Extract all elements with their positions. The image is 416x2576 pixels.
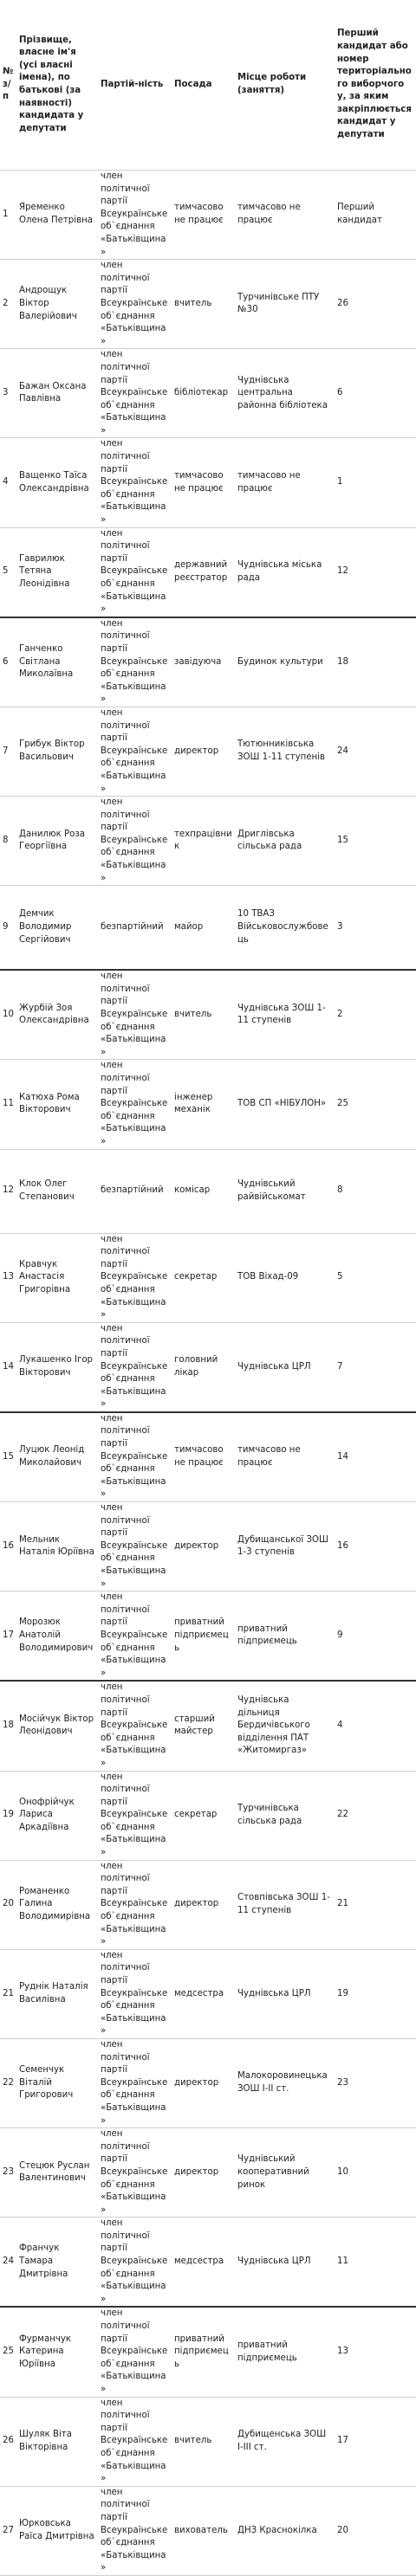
cell-workplace: Чуднівська ЗОШ 1-11 ступенів	[235, 970, 335, 1060]
table-row	[0, 1322, 416, 1412]
cell-full-name: Онофрійчук Лариса Аркадіївна	[16, 1771, 98, 1860]
cell-number: 19	[0, 1771, 16, 1860]
cell-district: 13	[335, 2307, 416, 2397]
cell-position: майор	[172, 886, 235, 971]
cell-number: 22	[0, 2038, 16, 2127]
cell-full-name: Франчук Тамара Дмитрівна	[16, 2218, 98, 2308]
cell-party: член політичної партії Всеукраїнське об`єднання «Батьківщина»	[98, 2218, 172, 2308]
cell-number: 11	[0, 1060, 16, 1149]
cell-number: 18	[0, 1681, 16, 1771]
cell-district: 16	[335, 1502, 416, 1591]
cell-workplace: приватний підприємець	[235, 2307, 335, 2397]
cell-number: 5	[0, 527, 16, 617]
table-row	[0, 707, 416, 796]
cell-position: державний реєстратор	[172, 527, 235, 617]
cell-number: 20	[0, 1860, 16, 1949]
cell-full-name: Демчик Володимир Сергійович	[16, 886, 98, 971]
cell-district: 24	[335, 707, 416, 796]
cell-workplace: ТОВ СП «НІБУЛОН»	[235, 1060, 335, 1149]
table-row	[0, 2218, 416, 2308]
cell-full-name: Грибук Віктор Васильович	[16, 707, 98, 796]
cell-district: 15	[335, 797, 416, 886]
cell-party: член політичної партії Всеукраїнське об`єднання «Батьківщина»	[98, 2486, 172, 2575]
cell-position: техпрацівник	[172, 797, 235, 886]
cell-position: комісар	[172, 1149, 235, 1233]
table-row	[0, 1502, 416, 1591]
table-row	[0, 2307, 416, 2397]
cell-workplace: Чуднівська міська рада	[235, 527, 335, 617]
table-row	[0, 970, 416, 1060]
cell-workplace: Будинок культури	[235, 617, 335, 707]
cell-full-name: Мельник Наталія Юріївна	[16, 1502, 98, 1591]
cell-district: 9	[335, 1591, 416, 1682]
cell-full-name: Катюха Рома Вікторович	[16, 1060, 98, 1149]
table-row	[0, 1949, 416, 2038]
header-workplace: Місце роботи (заняття)	[235, 0, 335, 171]
cell-number: 8	[0, 797, 16, 886]
cell-party: член політичної партії Всеукраїнське об`єднання «Батьківщина»	[98, 617, 172, 707]
table-row	[0, 797, 416, 886]
cell-position: директор	[172, 1502, 235, 1591]
table-row	[0, 1860, 416, 1949]
cell-full-name: Морозюк Анатолій Володимирович	[16, 1591, 98, 1682]
cell-position: тимчасово не працює	[172, 171, 235, 260]
table-row	[0, 1060, 416, 1149]
cell-workplace: Чуднівська дільниця Бердичівського відділення ПАТ «Житомиргаз»	[235, 1681, 335, 1771]
header-position: Посада	[172, 0, 235, 171]
cell-district: 23	[335, 2038, 416, 2127]
table-row	[0, 1149, 416, 1233]
cell-full-name: Лукашенко Ігор Вікторович	[16, 1322, 98, 1412]
header-row	[0, 0, 416, 171]
table-row	[0, 2038, 416, 2127]
cell-district: 14	[335, 1412, 416, 1502]
cell-party: член політичної партії Всеукраїнське об`єднання «Батьківщина»	[98, 1060, 172, 1149]
cell-workplace: приватний підприємець	[235, 1591, 335, 1682]
cell-number: 26	[0, 2397, 16, 2486]
cell-full-name: Семенчук Віталій Григорович	[16, 2038, 98, 2127]
cell-position: інженер механік	[172, 1060, 235, 1149]
cell-party: член політичної партії Всеукраїнське об`єднання «Батьківщина»	[98, 797, 172, 886]
cell-district: 26	[335, 260, 416, 349]
cell-number: 21	[0, 1949, 16, 2038]
cell-number: 4	[0, 438, 16, 527]
cell-party: член політичної партії Всеукраїнське об`єднання «Батьківщина»	[98, 260, 172, 349]
cell-district: 1	[335, 438, 416, 527]
cell-full-name: Данилюк Роза Георгіївна	[16, 797, 98, 886]
cell-party: член політичної партії Всеукраїнське об`єднання «Батьківщина»	[98, 707, 172, 796]
table-header	[0, 0, 416, 171]
cell-party: член політичної партії Всеукраїнське об`єднання «Батьківщина»	[98, 1681, 172, 1771]
cell-party: безпартійний	[98, 1149, 172, 1233]
cell-workplace: Турчинівське ПТУ №30	[235, 260, 335, 349]
cell-workplace: Стовпівська ЗОШ 1-11 ступенів	[235, 1860, 335, 1949]
cell-position: директор	[172, 2038, 235, 2127]
cell-number: 9	[0, 886, 16, 971]
table-row	[0, 2486, 416, 2575]
cell-party: член політичної партії Всеукраїнське об`єднання «Батьківщина»	[98, 1860, 172, 1949]
table-row	[0, 1771, 416, 1860]
cell-position: вчитель	[172, 260, 235, 349]
cell-party: член політичної партії Всеукраїнське об`єднання «Батьківщина»	[98, 1591, 172, 1682]
cell-workplace: Дриглівська сільська рада	[235, 797, 335, 886]
cell-district: 7	[335, 1322, 416, 1412]
cell-workplace: Чуднівська ЦРЛ	[235, 1322, 335, 1412]
cell-workplace: 10 ТВАЗ Військовослужбовець	[235, 886, 335, 971]
table-row	[0, 617, 416, 707]
cell-position: тимчасово не працює	[172, 1412, 235, 1502]
cell-workplace: тимчасово не працює	[235, 171, 335, 260]
cell-full-name: Кравчук Анастасія Григорівна	[16, 1233, 98, 1322]
cell-number: 2	[0, 260, 16, 349]
cell-full-name: Клок Олег Степанович	[16, 1149, 98, 1233]
cell-workplace: ТОВ Віхад-09	[235, 1233, 335, 1322]
table-row	[0, 349, 416, 438]
cell-workplace: Чуднівська центральна районна бібліотека	[235, 349, 335, 438]
cell-district: 10	[335, 2128, 416, 2218]
table-row	[0, 2397, 416, 2486]
header-district: Перший кандидат або номер територіального виборчого у, за яким закріплюється кандидат у депутати	[335, 0, 416, 171]
cell-party: член політичної партії Всеукраїнське об`єднання «Батьківщина»	[98, 1322, 172, 1412]
cell-district: 4	[335, 1681, 416, 1771]
cell-number: 3	[0, 349, 16, 438]
cell-full-name: Мосійчук Віктор Леонідович	[16, 1681, 98, 1771]
cell-party: член політичної партії Всеукраїнське об`єднання «Батьківщина»	[98, 171, 172, 260]
cell-number: 16	[0, 1502, 16, 1591]
cell-number: 13	[0, 1233, 16, 1322]
cell-full-name: Руднік Наталія Василівна	[16, 1949, 98, 2038]
cell-number: 6	[0, 617, 16, 707]
cell-number: 10	[0, 970, 16, 1060]
cell-party: член політичної партії Всеукраїнське об`єднання «Батьківщина»	[98, 2038, 172, 2127]
cell-position: секретар	[172, 1771, 235, 1860]
cell-position: директор	[172, 707, 235, 796]
cell-district: 2	[335, 970, 416, 1060]
cell-number: 17	[0, 1591, 16, 1682]
table-body	[0, 171, 416, 2576]
cell-position: вчитель	[172, 2397, 235, 2486]
cell-position: старший майстер	[172, 1681, 235, 1771]
cell-number: 23	[0, 2128, 16, 2218]
cell-district: 22	[335, 1771, 416, 1860]
cell-position: головний лікар	[172, 1322, 235, 1412]
table-row	[0, 438, 416, 527]
cell-party: член політичної партії Всеукраїнське об`єднання «Батьківщина»	[98, 1412, 172, 1502]
table-row	[0, 1233, 416, 1322]
cell-district: 21	[335, 1860, 416, 1949]
cell-number: 14	[0, 1322, 16, 1412]
cell-party: член політичної партії Всеукраїнське об`єднання «Батьківщина»	[98, 2397, 172, 2486]
cell-party: член політичної партії Всеукраїнське об`єднання «Батьківщина»	[98, 1233, 172, 1322]
table-row	[0, 260, 416, 349]
header-number: № з/п	[0, 0, 16, 171]
cell-workplace: Тютюнниківська ЗОШ 1-11 ступенів	[235, 707, 335, 796]
cell-full-name: Луцюк Леонід Миколайович	[16, 1412, 98, 1502]
cell-workplace: Дубищенська ЗОШ I-III ст.	[235, 2397, 335, 2486]
cell-full-name: Фурманчук Катерина Юріївна	[16, 2307, 98, 2397]
cell-district: 12	[335, 527, 416, 617]
cell-party: член політичної партії Всеукраїнське об`єднання «Батьківщина»	[98, 1949, 172, 2038]
cell-full-name: Журбій Зоя Олександрівна	[16, 970, 98, 1060]
table-row	[0, 1412, 416, 1502]
cell-number: 24	[0, 2218, 16, 2308]
cell-position: секретар	[172, 1233, 235, 1322]
cell-party: член політичної партії Всеукраїнське об`єднання «Батьківщина»	[98, 970, 172, 1060]
cell-district: 20	[335, 2486, 416, 2575]
table-row	[0, 527, 416, 617]
cell-party: член політичної партії Всеукраїнське об`єднання «Батьківщина»	[98, 2307, 172, 2397]
cell-number: 7	[0, 707, 16, 796]
cell-number: 25	[0, 2307, 16, 2397]
cell-party: член політичної партії Всеукраїнське об`єднання «Батьківщина»	[98, 438, 172, 527]
cell-position: приватний підприємець	[172, 2307, 235, 2397]
cell-position: медсестра	[172, 2218, 235, 2308]
cell-full-name: Юрковська Раїса Дмитрівна	[16, 2486, 98, 2575]
table-row	[0, 1591, 416, 1682]
table-row	[0, 2128, 416, 2218]
cell-district: 3	[335, 886, 416, 971]
cell-full-name: Шуляк Віта Вікторівна	[16, 2397, 98, 2486]
cell-party: член політичної партії Всеукраїнське об`єднання «Батьківщина»	[98, 527, 172, 617]
cell-workplace: Чуднівський райвійськомат	[235, 1149, 335, 1233]
cell-party: безпартійний	[98, 886, 172, 971]
cell-district: 5	[335, 1233, 416, 1322]
cell-party: член політичної партії Всеукраїнське об`єднання «Батьківщина»	[98, 1502, 172, 1591]
table-row	[0, 886, 416, 971]
cell-full-name: Бажан Оксана Павлівна	[16, 349, 98, 438]
cell-party: член політичної партії Всеукраїнське об`єднання «Батьківщина»	[98, 349, 172, 438]
cell-full-name: Ганченко Світлана Миколаївна	[16, 617, 98, 707]
cell-position: директор	[172, 2128, 235, 2218]
cell-district: 18	[335, 617, 416, 707]
cell-position: директор	[172, 1860, 235, 1949]
cell-position: медсестра	[172, 1949, 235, 2038]
cell-position: тимчасово не працює	[172, 438, 235, 527]
cell-district: 19	[335, 1949, 416, 2038]
cell-position: вчитель	[172, 970, 235, 1060]
cell-workplace: Малокоровинецька ЗОШ І-ІІ ст.	[235, 2038, 335, 2127]
cell-district: 17	[335, 2397, 416, 2486]
header-party: Партій-ність	[98, 0, 172, 171]
cell-number: 27	[0, 2486, 16, 2575]
header-full-name: Прізвище, власне ім'я (усі власні імена), по батькові (за наявності) кандидата у депутати	[16, 0, 98, 171]
cell-position: завідуюча	[172, 617, 235, 707]
cell-workplace: Дубищанської ЗОШ 1-3 ступенів	[235, 1502, 335, 1591]
cell-workplace: Чуднівська ЦРЛ	[235, 2218, 335, 2308]
cell-position: вихователь	[172, 2486, 235, 2575]
cell-full-name: Ващенко Таїса Олександрівна	[16, 438, 98, 527]
table-row	[0, 1681, 416, 1771]
cell-party: член політичної партії Всеукраїнське об`єднання «Батьківщина»	[98, 2128, 172, 2218]
table-row	[0, 171, 416, 260]
cell-district: Перший кандидат	[335, 171, 416, 260]
cell-workplace: тимчасово не працює	[235, 438, 335, 527]
cell-party: член політичної партії Всеукраїнське об`єднання «Батьківщина»	[98, 1771, 172, 1860]
cell-number: 1	[0, 171, 16, 260]
cell-district: 25	[335, 1060, 416, 1149]
cell-district: 11	[335, 2218, 416, 2308]
cell-full-name: Яременко Олена Петрівна	[16, 171, 98, 260]
cell-workplace: ДНЗ Краснокілка	[235, 2486, 335, 2575]
cell-full-name: Стецюк Руслан Валентинович	[16, 2128, 98, 2218]
cell-position: бібліотекар	[172, 349, 235, 438]
cell-workplace: Турчинівська сільська рада	[235, 1771, 335, 1860]
cell-full-name: Гаврилюк Тетяна Леонідівна	[16, 527, 98, 617]
cell-district: 8	[335, 1149, 416, 1233]
cell-position: приватний підприємець	[172, 1591, 235, 1682]
cell-workplace: Чуднівський кооперативний ринок	[235, 2128, 335, 2218]
cell-number: 15	[0, 1412, 16, 1502]
cell-full-name: Романенко Галина Володимирівна	[16, 1860, 98, 1949]
cell-full-name: Андрощук Віктор Валерійович	[16, 260, 98, 349]
cell-number: 12	[0, 1149, 16, 1233]
cell-workplace: Чуднівська ЦРЛ	[235, 1949, 335, 2038]
cell-district: 6	[335, 349, 416, 438]
cell-workplace: тимчасово не працює	[235, 1412, 335, 1502]
